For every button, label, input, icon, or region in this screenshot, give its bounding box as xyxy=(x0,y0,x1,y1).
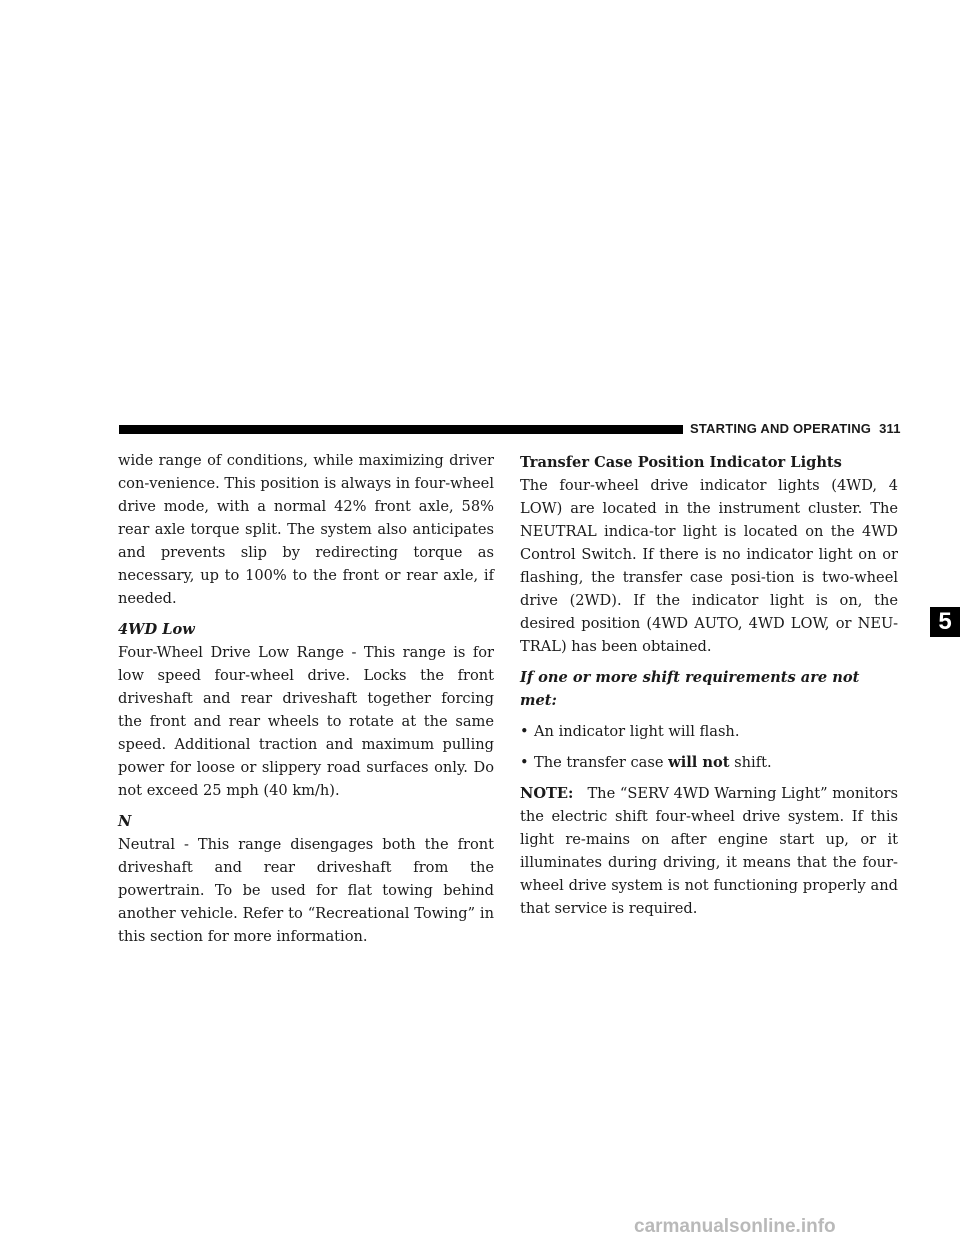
right-column xyxy=(520,451,898,928)
paragraph-4wd-low: Four-Wheel Drive Low Range - This range is for low speed four-wheel drive. Locks the front driveshaft and rear driveshaft together forcing the front and rear wheels to rotate at the same speed. Additional traction and maximum pulling power for loose or slippery road surfaces only. Do not exceed 25 mph (40 km/h). xyxy=(118,644,494,799)
bullet-icon: • xyxy=(520,754,529,771)
bullet-text-emphasis: will not xyxy=(668,754,730,771)
page-number: 311 xyxy=(879,421,901,436)
heading-4wd-low: 4WD Low xyxy=(118,621,195,638)
note-paragraph xyxy=(520,782,898,920)
bullet-text-start: The transfer case xyxy=(534,754,669,771)
bullet-icon: • xyxy=(520,723,529,740)
left-column xyxy=(118,449,494,956)
note-text: The “SERV 4WD Warning Light” monitors the electric shift four-wheel drive system. If this light re-mains on after engine start up, or it illuminates during driving, it means that the four-wheel drive system is not functioning properly and that service is required. xyxy=(520,785,898,917)
section-title: STARTING AND OPERATING xyxy=(690,421,872,436)
paragraph-neutral: Neutral - This range disengages both the front driveshaft and rear driveshaft from the powertrain. To be used for flat towing behind another vehicle. Refer to “Recreational Towing” in this section for more information. xyxy=(118,836,494,945)
paragraph-indicator-lights: The four-wheel drive indicator lights (4WD, 4 LOW) are located in the instrument cluster. The NEUTRAL indica-tor light is located on the 4WD Control Switch. If there is no indicator light on or flashing, the transfer case posi-tion is two-wheel drive (2WD). If the indicator light is on, the desired position (4WD AUTO, 4WD LOW, or NEU-TRAL) has been obtained. xyxy=(520,477,898,655)
intro-paragraph: wide range of conditions, while maximizing driver con-venience. This position is always in four-wheel drive mode, with a normal 42% front axle, 58% rear axle torque split. The system also anticipates and prevents slip by redirecting torque as necessary, up to 100% to the front or rear axle, if needed. xyxy=(118,452,494,607)
header-rule xyxy=(119,425,683,434)
bullet-text-end: shift. xyxy=(729,754,772,771)
watermark: carmanualsonline.info xyxy=(634,1216,836,1237)
list-item xyxy=(520,720,898,743)
note-label: NOTE: xyxy=(520,785,574,802)
section-tab: 5 xyxy=(930,607,960,637)
list-item xyxy=(520,751,898,774)
bullet-text xyxy=(534,751,772,774)
bullet-text: An indicator light will flash. xyxy=(534,723,740,740)
running-header xyxy=(690,421,901,436)
heading-neutral: N xyxy=(118,813,132,830)
requirements-lead: If one or more shift requirements are not met: xyxy=(520,669,860,709)
heading-indicator-lights: Transfer Case Position Indicator Lights xyxy=(520,454,842,471)
